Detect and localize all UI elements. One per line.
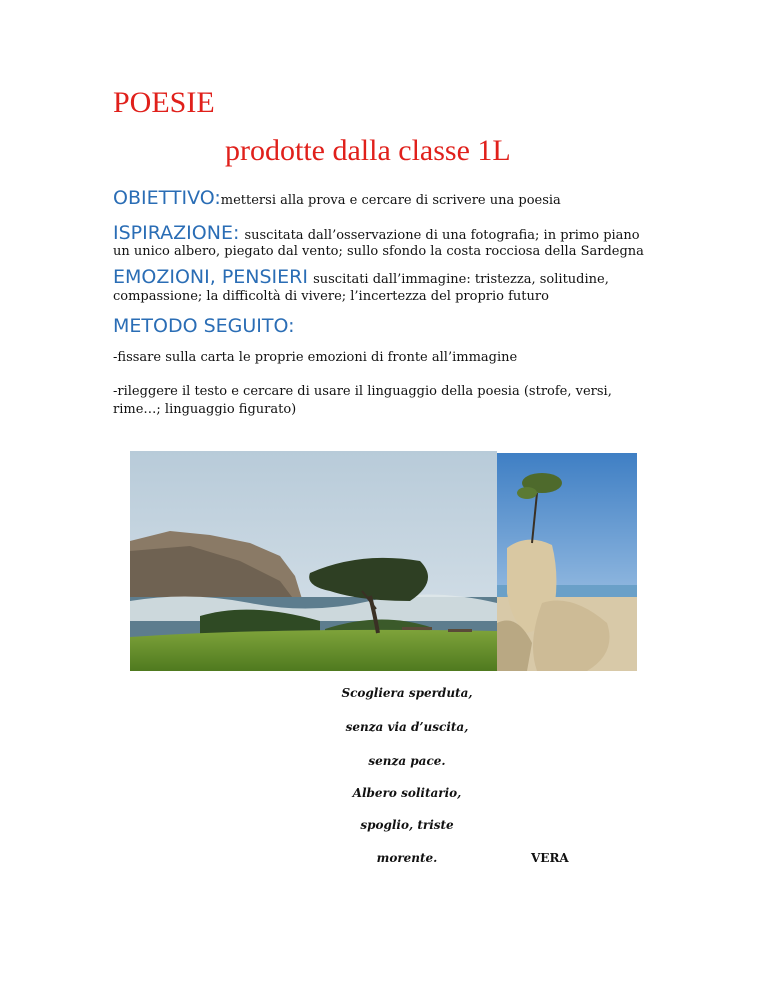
obiettivo-line: [113, 187, 561, 209]
ispirazione-text-2: un unico albero, piegato dal vento; sullo sfondo la costa rocciosa della Sardegna: [113, 244, 644, 259]
ispirazione-text-1: suscitata dall’osservazione di una fotografia; in primo piano: [244, 228, 640, 243]
poem-line-6: morente.: [376, 851, 438, 865]
metodo-label: METODO SEGUITO:: [113, 315, 295, 337]
poem-author: VERA: [531, 851, 569, 865]
metodo-step-1: -fissare sulla carta le proprie emozioni di fronte all’immagine: [113, 350, 518, 365]
windswept-tree-photo: [130, 451, 497, 671]
emozioni-line: [113, 266, 609, 288]
poem-line-2: senza via d’uscita,: [345, 720, 469, 734]
poem-line-3: senza pace.: [368, 754, 446, 768]
poem-line-4: Albero solitario,: [352, 786, 462, 800]
emozioni-label: EMOZIONI, PENSIERI: [113, 266, 308, 288]
poem-line-5: spoglio, triste: [360, 818, 454, 832]
tree-on-rock-photo: [497, 453, 637, 671]
page-title: POESIE: [113, 86, 215, 119]
obiettivo-label: OBIETTIVO:: [113, 187, 221, 209]
emozioni-text-1: suscitati dall’immagine: tristezza, solitudine,: [313, 272, 609, 287]
obiettivo-text: mettersi alla prova e cercare di scrivere una poesia: [220, 193, 561, 208]
ispirazione-label: ISPIRAZIONE:: [113, 222, 240, 244]
emozioni-text-2: compassione; la difficoltà di vivere; l’incertezza del proprio futuro: [113, 289, 549, 304]
metodo-step-2a: -rileggere il testo e cercare di usare il linguaggio della poesia (strofe, versi,: [113, 384, 612, 399]
ispirazione-line: [113, 222, 640, 244]
metodo-step-2b: rime…; linguaggio figurato): [113, 402, 297, 417]
page-subtitle: prodotte dalla classe 1L: [225, 134, 511, 167]
poem-line-1: Scogliera sperduta,: [341, 686, 473, 700]
